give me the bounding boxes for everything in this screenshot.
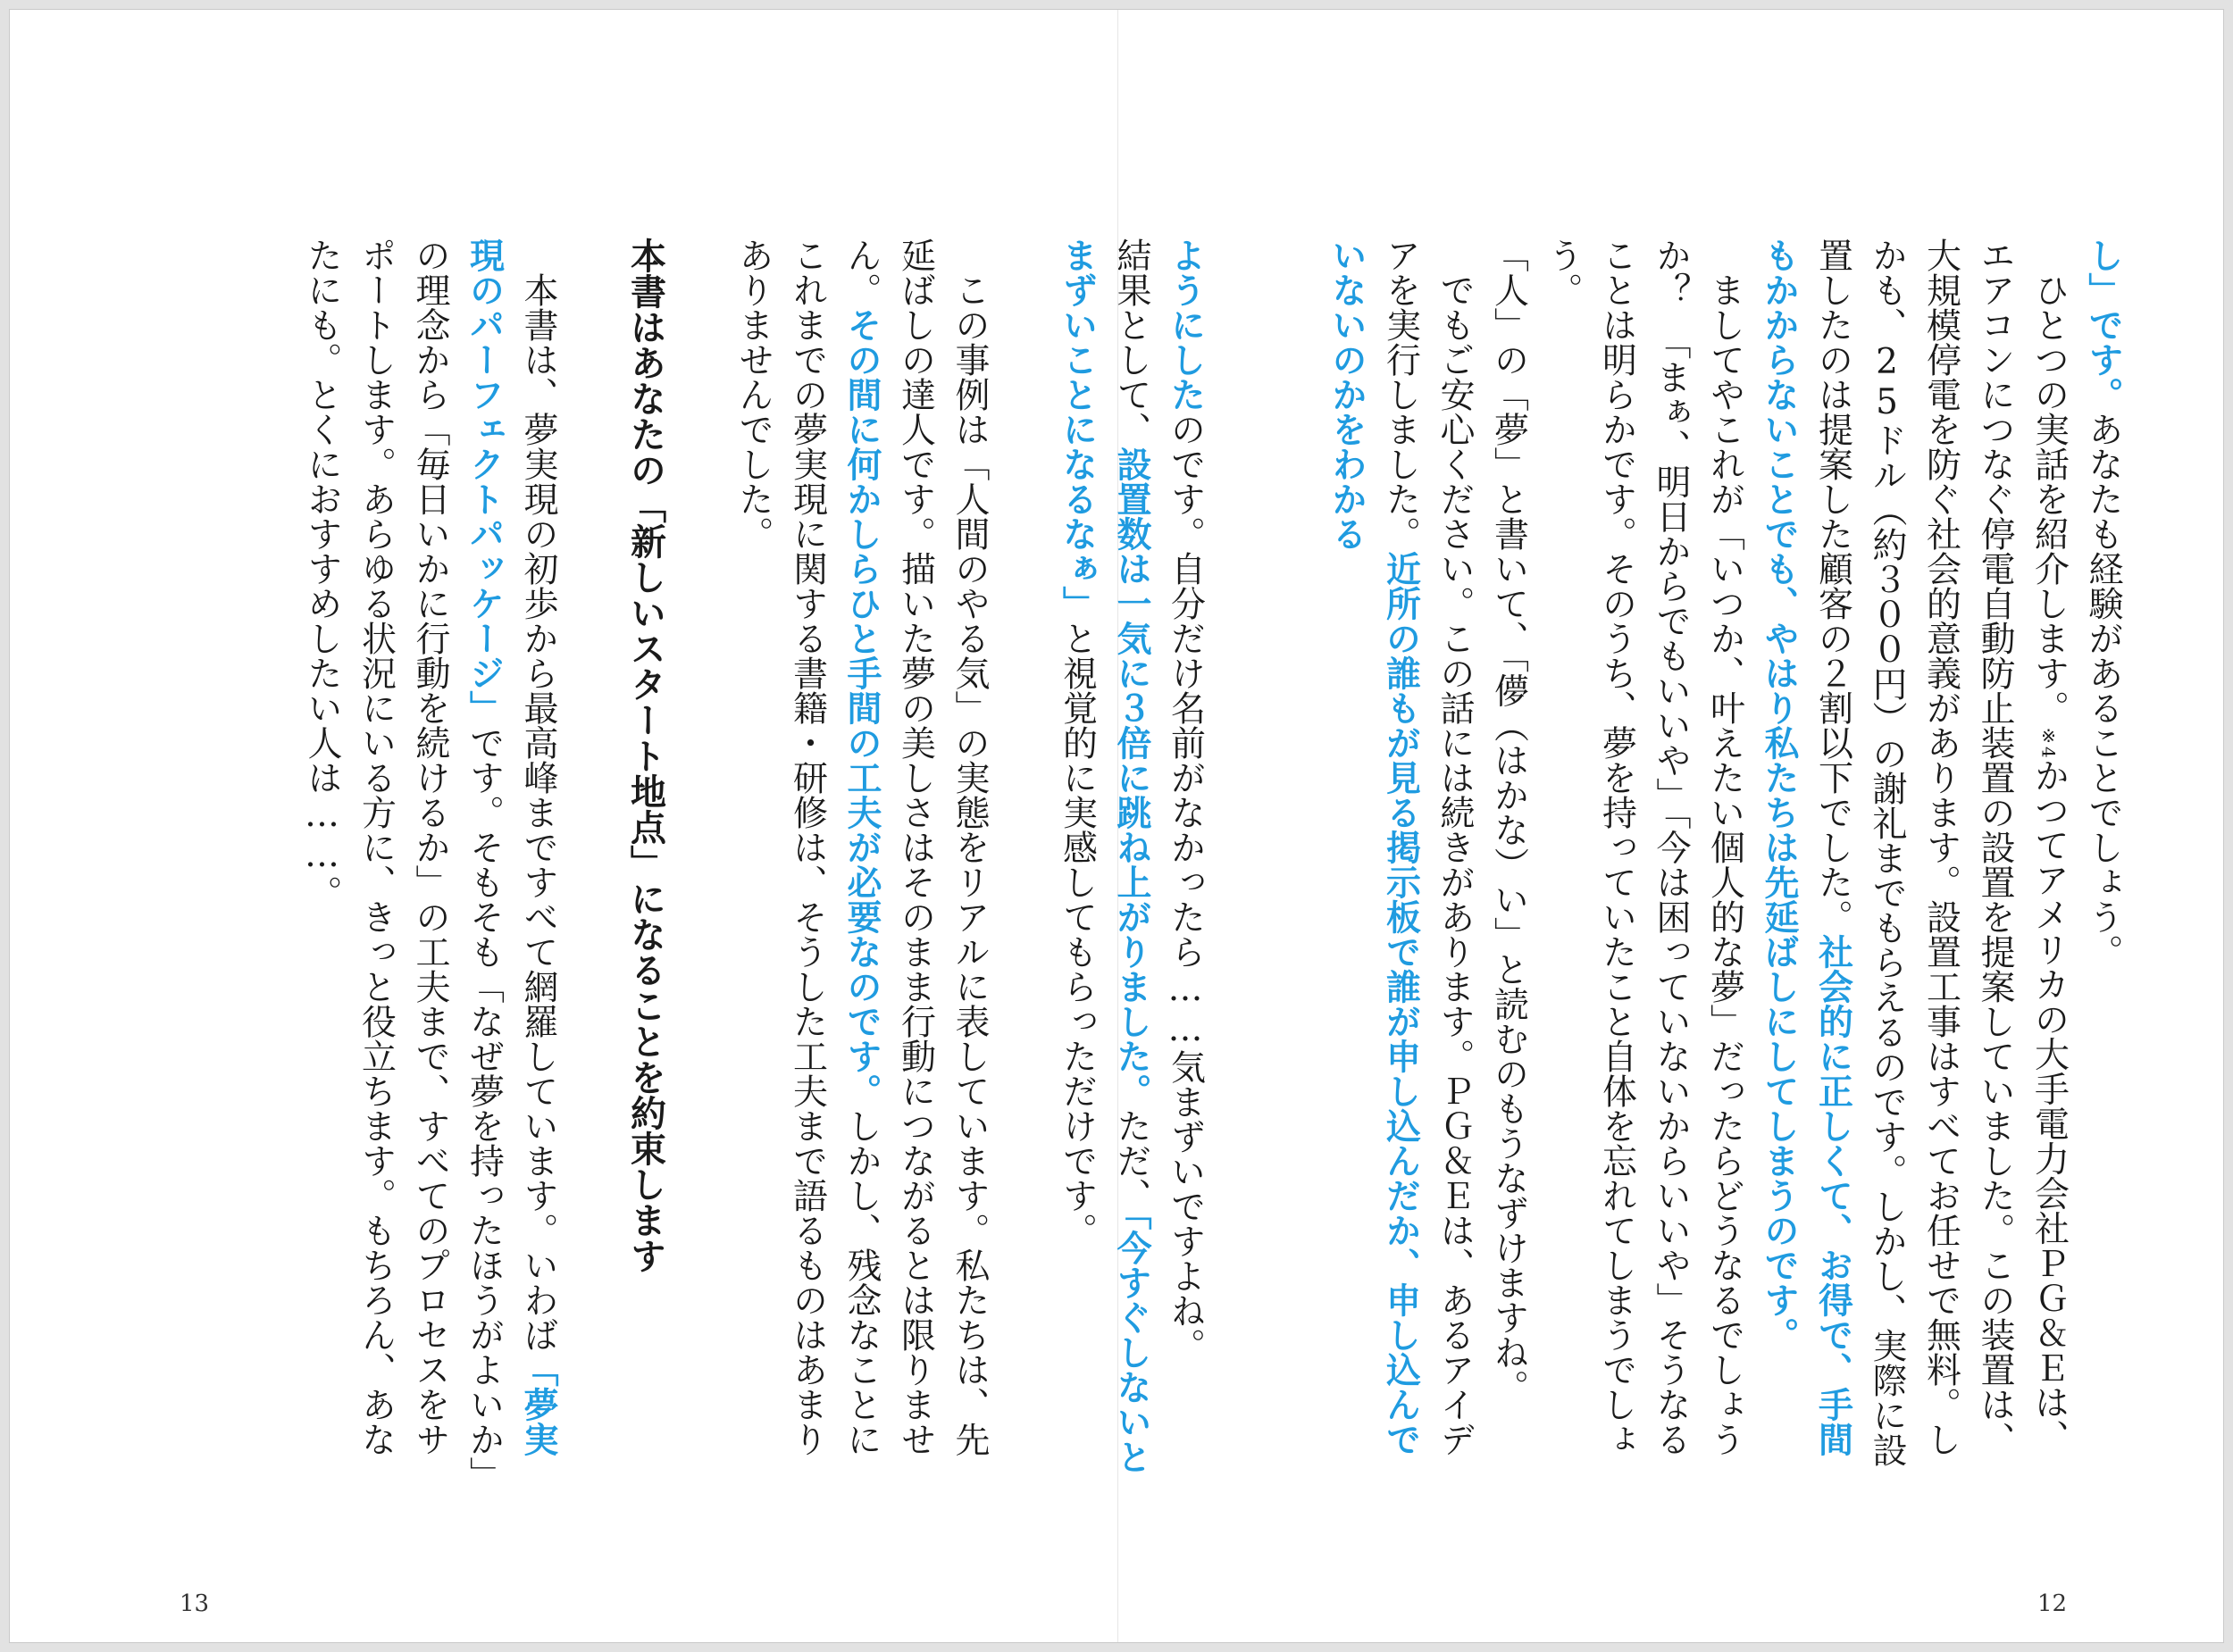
section-heading: 本書はあなたの「新しいスタート地点」になることを約束します <box>624 238 666 1273</box>
highlight-text: その間に何かしらひと手間の工夫が必要なのです。 <box>841 307 882 1108</box>
blank-line <box>673 238 726 1488</box>
highlight-text: 「今すぐしないとまずいことになるなぁ」 <box>1057 238 1151 1474</box>
paragraph: 結果として、設置数は一気に３倍に跳ね上がりました。ただ、「今すぐしないとまずいことになるなぁ」と視覚的に実感してもらっただけです。 <box>1057 238 1151 1474</box>
paragraph: 本書は、夢実現の初歩から最高峰まですべて網羅しています。いわば「夢実現のパーフェクトパッケージ」です。そもそも「なぜ夢を持ったほうがよいか」の理念から「毎日いかに行動を続けるか」の工夫まで、すべてのプロセスをサポートします。あらゆる状況にいる方に、きっと役立ちます。もちろん、あなたにも。とくにおすすめしたい人は……。 <box>302 238 558 1474</box>
paragraph: この事例は「人間のやる気」の実態をリアルに表しています。私たちは、先延ばしの達人です。描いた夢の美しさはそのまま行動につながるとは限りません。その間に何かしらひと手間の工夫が必要なのです。しかし、残念なことにこれまでの夢実現に関する書籍・研修は、そうした工夫まで語るものはあまりありませんでした。 <box>733 238 990 1456</box>
highlight-text: 設置数は一気に３倍に跳ね上がりました。 <box>1111 446 1151 1108</box>
highlight-text: 「夢実現のパーフェクトパッケージ」 <box>464 238 558 1456</box>
highlight-text: 近所の誰もが見る掲示板で誰が申し込んだか、申し込んでいないのかをわかる <box>1326 238 1421 1456</box>
page-gutter-space <box>1212 238 1266 1488</box>
paragraph: ひとつの実話を紹介します。$^{※4}$かつてアメリカの大手電力会社ＰＧ＆Ｅは、エアコンにつなぐ停電自動防止装置の設置を提案していました。この装置は、大規模停電を防ぐ社会的意義があります。設置工事はすべてお任せで無料。しかも、25ドル（約３００円）の謝礼までもらえるのです。しかし、実際に設置したのは提案した顧客の２割以下でした。社会的に正しくて、お得で、手間もかからないことでも、やはり私たちは先延ばしにしてしまうのです。 <box>1759 238 2070 1467</box>
paragraph: ようにしたのです。自分だけ名前がなかったら……気まずいですよね。 <box>1165 238 1206 1363</box>
page-number-right: 12 <box>2037 1590 2068 1617</box>
book-spread <box>9 9 2224 1643</box>
highlight-text: し」です。 <box>2083 238 2123 412</box>
blank-line <box>565 238 618 1488</box>
paragraph: し」です。あなたも経験があることでしょう。 <box>2083 238 2123 969</box>
vertical-text-body <box>272 238 2129 1488</box>
page-number-left: 13 <box>180 1590 210 1617</box>
highlight-text: 社会的に正しくて、お得で、手間もかからないことでも、やはり私たちは先延ばしにしてしまうのです。 <box>1759 238 1853 1456</box>
paragraph: ましてやこれが「いつか、叶えたい個人的な夢」だったらどうなるでしょうか？ 「まぁ、明日からでもいいや」「今は困っていないからいいや」そうなることは明らかです。そのうち、夢を持っていたこと自体を忘れてしまうでしょう。 <box>1543 238 1745 1456</box>
blank-line <box>996 238 1050 1488</box>
paragraph: でもご安心ください。この話には続きがあります。ＰＧ＆Ｅは、あるアイデアを実行しました。近所の誰もが見る掲示板で誰が申し込んだか、申し込んでいないのかをわかる <box>1326 238 1475 1456</box>
page-gutter-space <box>1266 238 1319 1488</box>
highlight-text: ようにした <box>1165 238 1206 412</box>
footnote-marker: ※4 <box>2037 725 2060 758</box>
paragraph: 「人」の「夢」と書いて、「儚（はかな）い」と読むのもうなずけますね。 <box>1488 238 1529 1405</box>
